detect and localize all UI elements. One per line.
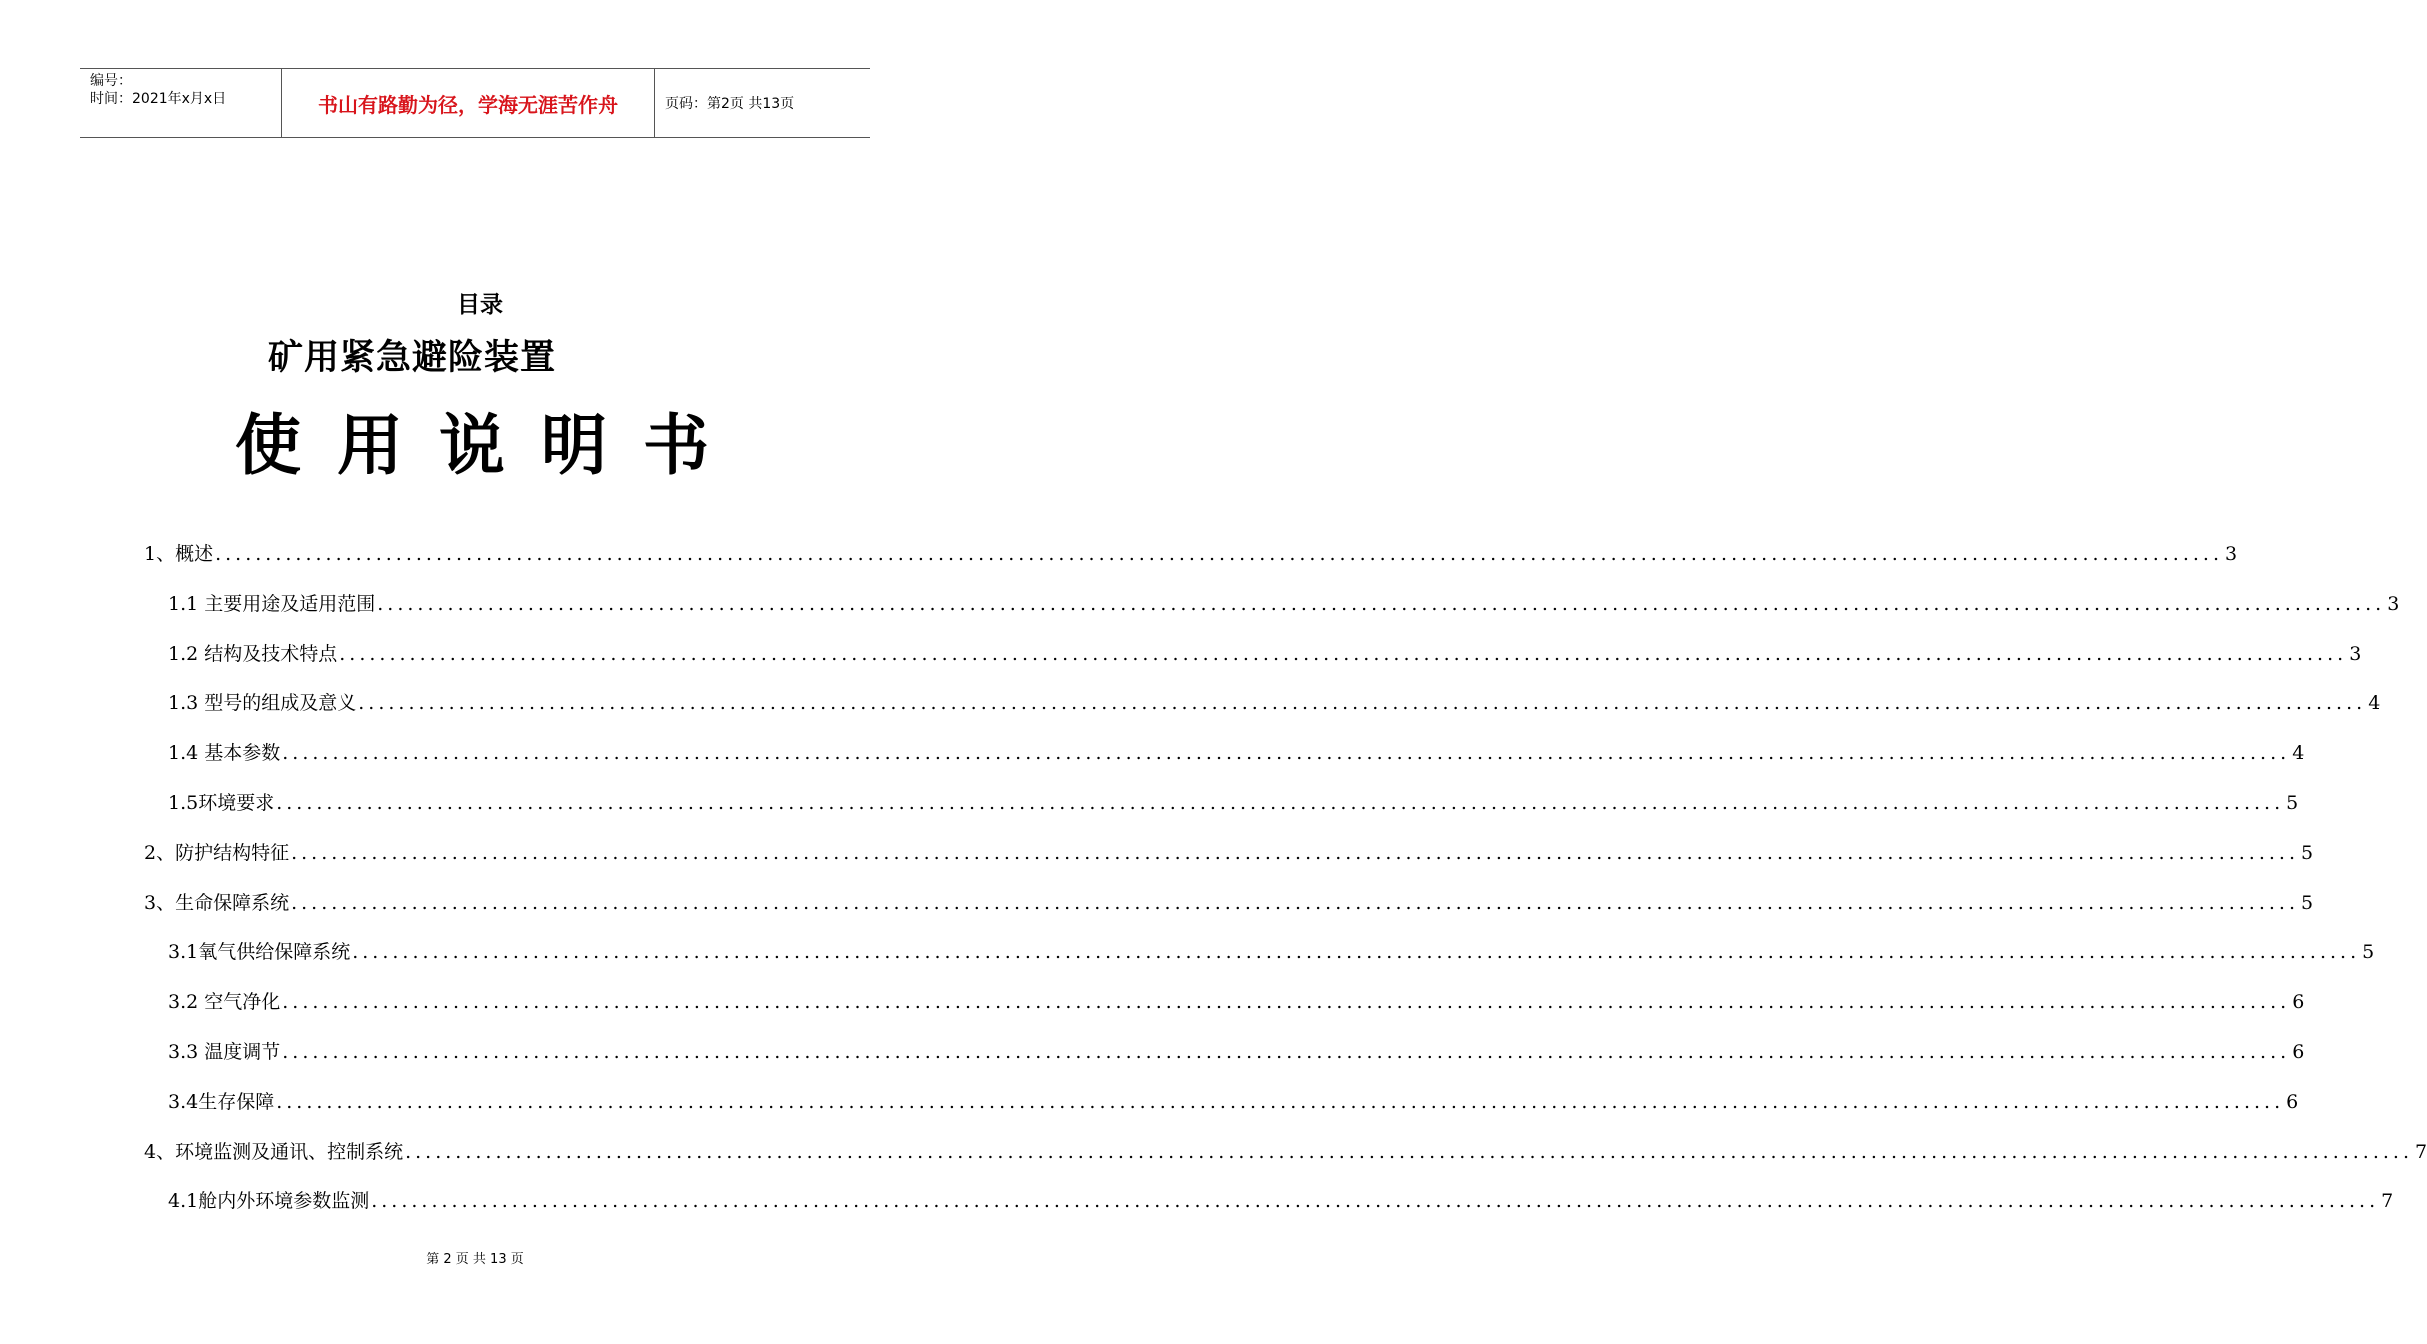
toc-entry[interactable] — [144, 832, 2314, 866]
toc-entry[interactable] — [144, 533, 2238, 567]
toc-leader-dots: ........................................................................................................................................................................................................ — [282, 991, 2291, 1014]
toc-entry[interactable] — [168, 583, 2400, 617]
toc-entry-label: 2、防护结构特征 — [144, 841, 290, 864]
toc-leader-dots: ........................................................................................................................................................................................................ — [358, 692, 2367, 715]
toc-entry-page: 6 — [2286, 1090, 2299, 1113]
toc-leader-dots: ........................................................................................................................................................................................................ — [405, 1140, 2414, 1163]
header-info-cell — [80, 69, 282, 137]
toc-entry-page: 5 — [2301, 891, 2314, 914]
toc-leader-dots: ........................................................................................................................................................................................................ — [352, 941, 2361, 964]
toc-entry-page: 3 — [2387, 592, 2400, 615]
toc-entry[interactable] — [168, 1081, 2299, 1115]
document-subtitle: 矿用紧急避险装置 — [268, 338, 557, 378]
toc-entry-page: 4 — [2368, 692, 2381, 715]
page-footer: 第 2 页 共 13 页 — [426, 1252, 524, 1267]
toc-entry[interactable] — [168, 1031, 2305, 1065]
toc-entry[interactable] — [168, 931, 2375, 965]
toc-entry-label: 3.1氧气供给保障系统 — [168, 941, 351, 964]
toc-leader-dots: ........................................................................................................................................................................................................ — [291, 891, 2300, 914]
toc-entry-label: 3.3 温度调节 — [168, 1041, 281, 1063]
toc-entry-label: 3.4生存保障 — [168, 1090, 275, 1113]
toc-entry-label: 1.4 基本参数 — [168, 742, 281, 765]
toc-entry-page: 6 — [2292, 991, 2305, 1014]
header-date: 时间：2021年x月x日 — [90, 91, 227, 107]
page-header — [80, 68, 870, 138]
toc-heading: 目录 — [457, 292, 503, 318]
toc-leader-dots: ........................................................................................................................................................................................................ — [377, 592, 2386, 615]
header-number: 编号： — [90, 73, 132, 89]
toc-entry[interactable] — [168, 633, 2362, 667]
toc-entry-page: 3 — [2349, 642, 2362, 665]
toc-entry[interactable] — [144, 1131, 2427, 1165]
toc-leader-dots: ........................................................................................................................................................................................................ — [282, 1041, 2291, 1063]
toc-leader-dots: ........................................................................................................................................................................................................ — [276, 1090, 2285, 1113]
toc-leader-dots: ........................................................................................................................................................................................................ — [276, 792, 2285, 814]
toc-entry[interactable] — [144, 882, 2314, 916]
toc-entry-label: 1.5环境要求 — [168, 792, 275, 814]
header-motto: 书山有路勤为径，学海无涯苦作舟 — [282, 69, 655, 137]
toc-leader-dots: ........................................................................................................................................................................................................ — [282, 742, 2291, 765]
toc-entry-label: 1.1 主要用途及适用范围 — [168, 592, 376, 615]
toc-entry-page: 7 — [2415, 1140, 2427, 1163]
toc-entry-label: 3.2 空气净化 — [168, 991, 281, 1014]
toc-entry[interactable] — [168, 1180, 2394, 1214]
toc-entry-page: 7 — [2381, 1190, 2394, 1213]
toc-leader-dots: ........................................................................................................................................................................................................ — [215, 543, 2224, 565]
toc-entry-label: 1.2 结构及技术特点 — [168, 642, 338, 665]
header-page-info: 页码：第2页 共13页 — [665, 96, 795, 112]
toc-entry[interactable] — [168, 981, 2305, 1015]
toc-leader-dots: ........................................................................................................................................................................................................ — [371, 1190, 2380, 1213]
toc-entry[interactable] — [168, 682, 2381, 716]
toc-entry-page: 6 — [2292, 1041, 2305, 1063]
document-title: 使用说明书 — [235, 407, 745, 484]
toc-entry-page: 5 — [2286, 792, 2299, 814]
toc-entry-page: 5 — [2301, 841, 2314, 864]
toc-leader-dots: ........................................................................................................................................................................................................ — [291, 841, 2300, 864]
toc-entry-label: 1.3 型号的组成及意义 — [168, 692, 357, 715]
toc-entry-label: 3、生命保障系统 — [144, 891, 290, 914]
toc-entry[interactable] — [168, 782, 2299, 816]
toc-leader-dots: ........................................................................................................................................................................................................ — [339, 642, 2348, 665]
toc-entry[interactable] — [168, 732, 2305, 766]
toc-entry-label: 4.1舱内外环境参数监测 — [168, 1190, 370, 1213]
toc-entry-page: 3 — [2225, 543, 2238, 565]
toc-entry-page: 4 — [2292, 742, 2305, 765]
toc-entry-label: 4、环境监测及通讯、控制系统 — [144, 1140, 404, 1163]
toc-entry-page: 5 — [2362, 941, 2375, 964]
toc-entry-label: 1、概述 — [144, 543, 214, 565]
